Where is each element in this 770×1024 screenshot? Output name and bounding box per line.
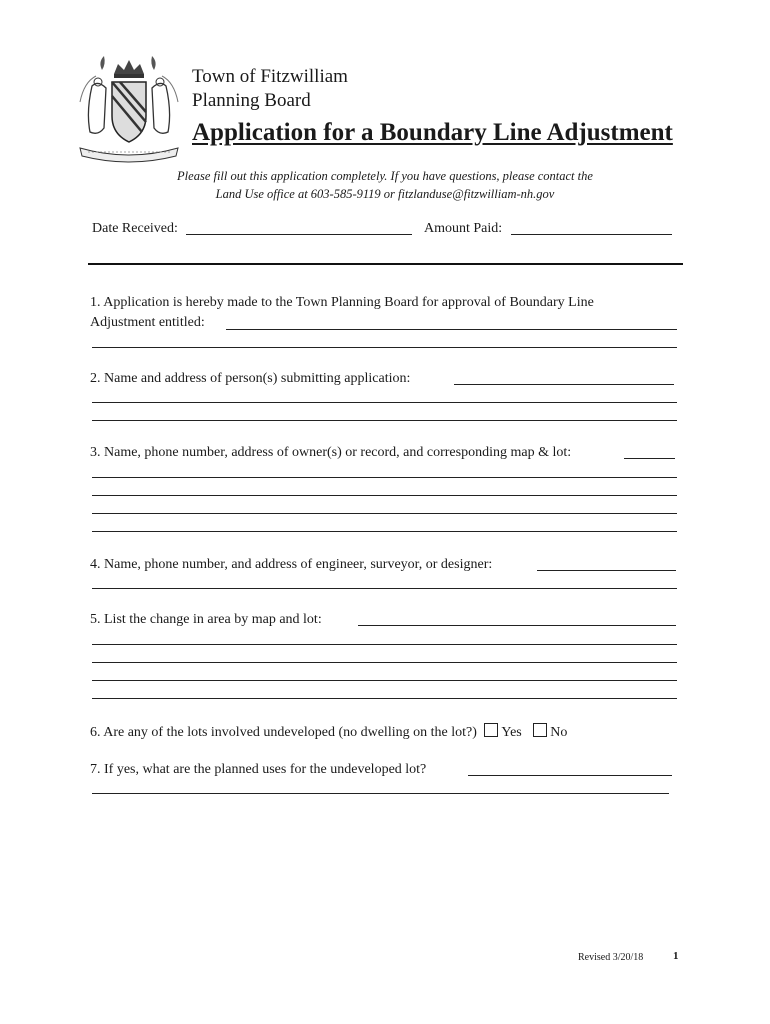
q3-answer-field[interactable]: [92, 477, 677, 478]
q5-answer-field[interactable]: [92, 662, 677, 663]
q5-answer-field[interactable]: [92, 680, 677, 681]
page-number: 1: [673, 950, 679, 962]
q3-answer-field[interactable]: [92, 531, 677, 532]
revision-date: Revised 3/20/18: [578, 952, 644, 963]
q3-text: 3. Name, phone number, address of owner(s) or record, and corresponding map & lot:: [90, 445, 572, 460]
q5-answer-field[interactable]: [92, 644, 677, 645]
town-name: Town of Fitzwilliam: [192, 66, 348, 87]
q1-answer-field[interactable]: [92, 347, 677, 348]
no-checkbox[interactable]: [533, 723, 547, 737]
q2-answer-field[interactable]: [454, 384, 674, 385]
q4-answer-field[interactable]: [537, 570, 676, 571]
q2-text: 2. Name and address of person(s) submitting application:: [90, 371, 411, 386]
q2-answer-field[interactable]: [92, 420, 677, 421]
q6-text: 6. Are any of the lots involved undeveloped (no dwelling on the lot?): [90, 725, 477, 740]
amount-paid-field[interactable]: [511, 234, 672, 235]
q7-text: 7. If yes, what are the planned uses for the undeveloped lot?: [90, 762, 427, 777]
q4-text: 4. Name, phone number, and address of engineer, surveyor, or designer:: [90, 557, 493, 572]
no-label: No: [550, 725, 568, 740]
q7-answer-field[interactable]: [468, 775, 672, 776]
amount-paid-label: Amount Paid:: [424, 221, 503, 236]
q3-answer-field[interactable]: [92, 495, 677, 496]
q5-answer-field[interactable]: [92, 698, 677, 699]
q3-answer-field[interactable]: [92, 513, 677, 514]
q1-text-line-2: Adjustment entitled:: [90, 315, 205, 330]
q4-answer-field[interactable]: [92, 588, 677, 589]
instruction-line-1: Please fill out this application completely. If you have questions, please contact the: [177, 169, 593, 183]
date-received-label: Date Received:: [92, 221, 178, 236]
yes-label: Yes: [501, 725, 522, 740]
board-name: Planning Board: [192, 90, 311, 111]
date-received-field[interactable]: [186, 234, 412, 235]
q5-answer-field[interactable]: [358, 625, 676, 626]
q6-row: [90, 723, 567, 741]
q7-answer-field[interactable]: [92, 793, 669, 794]
form-title: Application for a Boundary Line Adjustment: [192, 119, 673, 146]
instruction-line-2: Land Use office at 603-585-9119 or fitzlanduse@fitzwilliam-nh.gov: [215, 187, 555, 201]
yes-checkbox[interactable]: [484, 723, 498, 737]
section-divider: [88, 263, 683, 265]
q5-text: 5. List the change in area by map and lot:: [90, 612, 322, 627]
town-seal: [74, 52, 184, 168]
q2-answer-field[interactable]: [92, 402, 677, 403]
q1-answer-field[interactable]: [226, 329, 677, 330]
q1-text-line-1: 1. Application is hereby made to the Town Planning Board for approval of Boundary Line: [90, 295, 594, 310]
q3-answer-field[interactable]: [624, 458, 675, 459]
